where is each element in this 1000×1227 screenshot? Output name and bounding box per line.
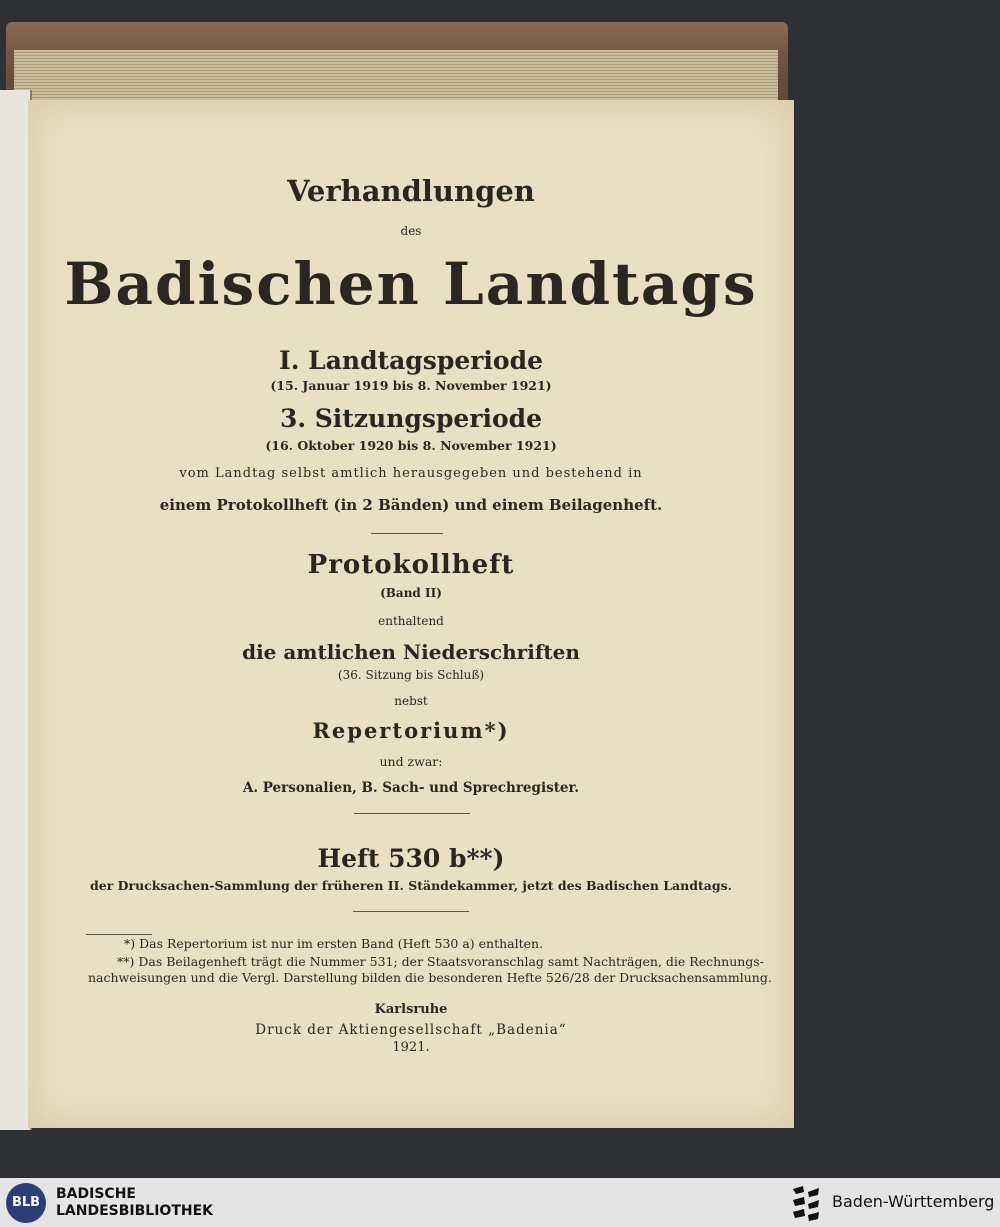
footnote-1: *) Das Repertorium ist nur im ersten Band (Heft 530 a) enthalten. — [124, 936, 544, 951]
library-name-line-2: LANDESBIBLIOTHEK — [56, 1203, 214, 1219]
footnote-rule — [86, 934, 152, 935]
divider — [353, 911, 469, 912]
sitzungsperiode-dates: (16. Oktober 1920 bis 8. November 1921) — [265, 438, 557, 453]
footer-bar — [0, 1178, 1000, 1227]
verhandlungen-heading: Verhandlungen — [287, 174, 535, 208]
repertorium-heading: Repertorium*) — [312, 718, 510, 743]
register-line: A. Personalien, B. Sach- und Sprechregister. — [242, 780, 580, 796]
des-word: des — [400, 224, 422, 238]
page-edges — [14, 50, 778, 106]
landtagsperiode-dates: (15. Januar 1919 bis 8. November 1921) — [270, 378, 552, 393]
sitzungsperiode: 3. Sitzungsperiode — [279, 404, 543, 433]
enthaltend-word: enthaltend — [378, 614, 444, 628]
footnote-2-line-2: nachweisungen und die Vergl. Darstellung bilden die besonderen Hefte 526/28 der Drucksachensammlung. — [88, 970, 772, 985]
niederschriften-line: die amtlichen Niederschriften — [242, 640, 580, 664]
und-zwar: und zwar: — [379, 754, 443, 769]
nebst-word: nebst — [394, 694, 428, 708]
landtagsperiode: I. Landtagsperiode — [279, 346, 543, 375]
band-label: (Band II) — [380, 586, 442, 600]
blb-logo: BLB — [6, 1183, 46, 1223]
state-name: Baden-Württemberg — [832, 1192, 995, 1211]
footnote-2-line-1: **) Das Beilagenheft trägt die Nummer 531; der Staatsvoranschlag samt Nachträgen, die Rechnungs- — [117, 954, 764, 969]
title-page — [28, 100, 794, 1128]
library-name — [56, 1186, 213, 1220]
library-name-line-1: BADISCHE — [56, 1186, 136, 1202]
divider — [354, 813, 470, 814]
published-line: vom Landtag selbst amtlich herausgegeben und bestehend in — [179, 466, 643, 481]
printer: Druck der Aktiengesellschaft „Badenia“ — [255, 1022, 567, 1038]
year: 1921. — [392, 1040, 430, 1055]
divider — [371, 533, 443, 534]
protokollheft-heading: Protokollheft — [307, 550, 515, 580]
composition-line: einem Protokollheft (in 2 Bänden) und einem Beilagenheft. — [159, 496, 663, 514]
drucksachen-line: der Drucksachen-Sammlung der früheren II. Ständekammer, jetzt des Badischen Landtags. — [90, 878, 732, 893]
coat-of-arms-icon — [790, 1184, 822, 1222]
heft-number: Heft 530 b**) — [317, 844, 505, 873]
sitzung-range: (36. Sitzung bis Schluß) — [337, 668, 485, 682]
place: Karlsruhe — [374, 1002, 448, 1017]
main-title: Badischen Landtags — [64, 250, 758, 318]
